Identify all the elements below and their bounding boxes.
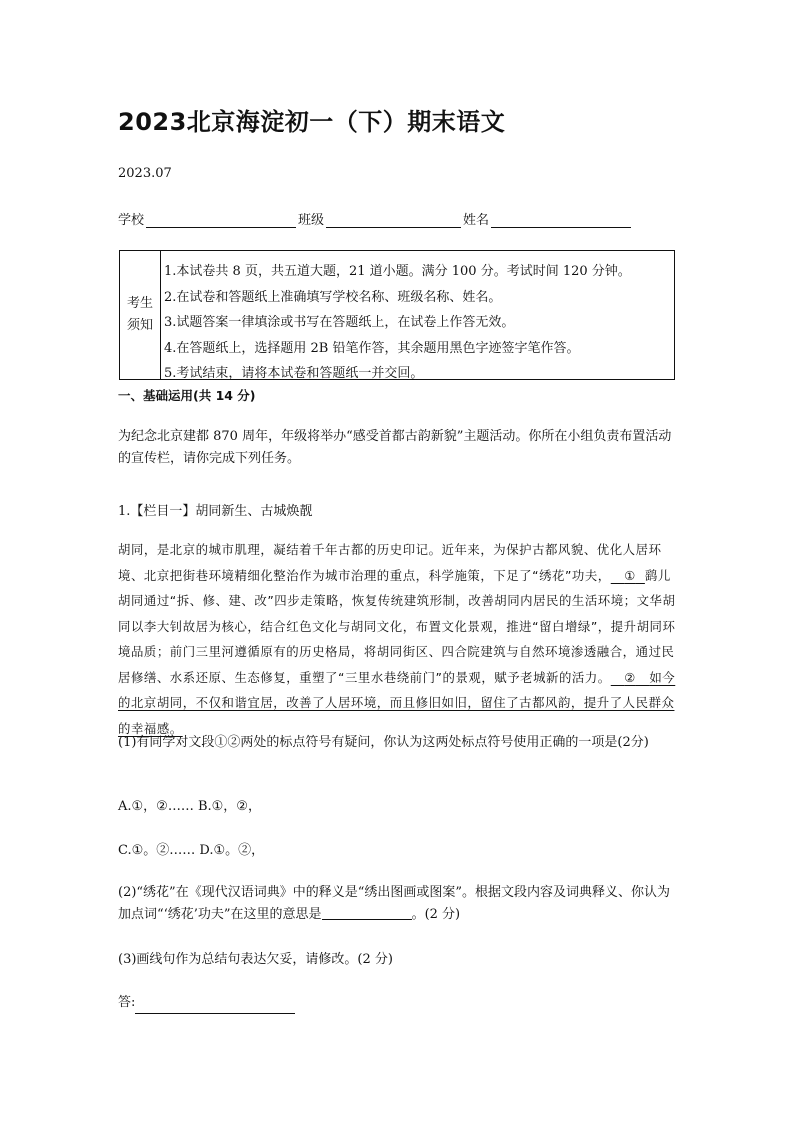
notice-header-line1: 考生 xyxy=(126,296,153,311)
answer-blank[interactable] xyxy=(322,905,412,920)
school-blank[interactable] xyxy=(146,213,296,228)
class-blank[interactable] xyxy=(326,213,461,228)
notice-header xyxy=(120,251,161,379)
answer-input-line[interactable] xyxy=(135,999,295,1014)
notice-item: 5.考试结束，请将本试卷和答题纸一并交回。 xyxy=(164,366,424,381)
question-1-1: (1)有同学对文段①②两处的标点符号有疑问，你认为这两处标点符号使用正确的一项是(2分) xyxy=(118,735,649,750)
question-1-heading: 1.【栏目一】胡同新生、古城焕靓 xyxy=(118,504,313,519)
blank-mark-2: ② xyxy=(624,669,636,685)
underlined-sentence: 如今的北京胡同，不仅和谐宜居，改善了人居环境，而且修旧如旧，留住了古都风韵，提升了人民群众的幸福感。 xyxy=(118,669,676,736)
notice-item: 4.在答题纸上，选择题用 2B 铅笔作答，其余题用黑色字迹签字笔作答。 xyxy=(164,340,580,356)
notice-header-line2: 须知 xyxy=(126,318,153,333)
passage-part-1: 胡同，是北京的城市肌理，凝结着千年古都的历史印记。近年来，为保护古都风貌、优化人居环境、北京把街巷环境精细化整治作为城市治理的重点，科学施策，下足了“绣花”功夫， xyxy=(118,542,662,583)
notice-item: 2.在试卷和答题纸上准确填写学校名称、班级名称、姓名。 xyxy=(164,289,502,305)
options-c-d: C.①。②…… D.①。②， xyxy=(118,843,265,858)
notice-item: 3.试题答案一律填涂或书写在答题纸上，在试卷上作答无效。 xyxy=(164,315,515,330)
answer-line xyxy=(118,992,678,1014)
name-label: 姓名 xyxy=(463,213,490,228)
exam-date: 2023.07 xyxy=(118,166,172,181)
student-info-fields xyxy=(118,209,633,228)
notice-items xyxy=(161,251,674,379)
question-1-3: (3)画线句作为总结句表达欠妥，请修改。(2 分) xyxy=(118,952,393,967)
activity-intro: 为纪念北京建都 870 周年，年级将举办“感受首都古韵新貌”主题活动。你所在小组负责布置活动的宣传栏，请你完成下列任务。 xyxy=(118,429,672,466)
exam-notice-box xyxy=(119,250,675,380)
section-heading: 一、基础运用(共 14 分) xyxy=(118,388,256,403)
reading-passage xyxy=(118,537,678,741)
answer-label: 答: xyxy=(118,995,136,1010)
school-label: 学校 xyxy=(118,213,145,228)
blank-mark-1: ① xyxy=(624,567,636,583)
page-title: 2023北京海淀初一（下）期末语文 xyxy=(118,108,506,136)
class-label: 班级 xyxy=(298,213,325,228)
question-1-2: (2)“绣花”在《现代汉语词典》中的释义是“绣出图画或图案”。根据文段内容及词典释义、你认为加点词“‘绣花’功夫”在这里的意思是 。(2 分) xyxy=(118,885,670,922)
passage-part-2: 鹞儿胡同通过“拆、修、建、改”四步走策略，恢复传统建筑形制，改善胡同内居民的生活环境；文华胡同以李大钊故居为核心，结合红色文化与胡同文化，布置文化景观，推进“留白增绿”，提升胡同环境品质；前门三里河遵循原有的历史格局，将胡同街区、四合院建筑与自然环境渗透融合，通过民居修缮、水系还原、生态修复，重塑了“三里水巷绕前门”的景观，赋予老城新的活力。 xyxy=(118,567,676,685)
notice-item: 1.本试卷共 8 页，共五道大题，21 道小题。满分 100 分。考试时间 120 分钟。 xyxy=(164,264,631,279)
options-a-b: A.①，②…… B.①，②， xyxy=(118,799,261,814)
name-blank[interactable] xyxy=(491,213,631,228)
